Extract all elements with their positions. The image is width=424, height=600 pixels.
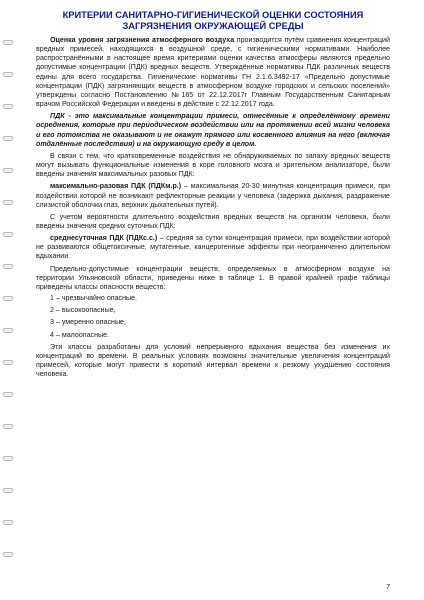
max-single-pdk-term: максимально-разовая ПДК (ПДКм.р.)	[50, 182, 182, 191]
title-line-2: ЗАГРЯЗНЕНИЯ ОКРУЖАЮЩЕЙ СРЕДЫ	[122, 21, 304, 31]
paragraph-pdk-definition: ПДК - это максимальные концентрации примеси, отнесённые к определённому времени осреднения, которые при периодическом воздействии или на протяжении всей жизни человека и его потомства не оказывают и не окажут прямого или косвенного влияния на него (включая отдалённые последствия) и на окружающую среду в целом.	[36, 112, 390, 148]
page-title	[36, 10, 390, 32]
intro-text: производится путём сравнения концентраций вредных примесей, находящихся в воздушной среде, с гигиеническими нормативами. Наиболее распространёнными в настоящее время критериями оценки качества атмосферы являются предельно допустимые концентрации (ПДК) вредных веществ. Утверждённые нормативы ПДК различных веществ едины для всего государства. Гигиенические нормативы ГН 2.1.6.3492-17 «Предельно допустимые концентрации (ПДК) загрязняющих веществ в атмосферном воздухе городских и сельских поселений» утверждены согласно Постановлению №165 от 22.12.2017г Главным Государственным Санитарным врачом Российской Федерации и введены в действие с 22.12.2017 года.	[36, 36, 390, 109]
paragraph-intro	[36, 36, 390, 109]
daily-pdk-term: среднесуточная ПДК (ПДКс.с.)	[50, 234, 158, 243]
paragraph-max-single-pdk	[36, 182, 390, 209]
paragraph-daily-pdk	[36, 234, 390, 261]
daily-pdk-text: – средняя за сутки концентрация примеси, при воздействии которой не развиваются общетоксичные, мутагенные, канцерогенные эффекты при неограниченно длительном вдыхании.	[36, 234, 391, 261]
paragraph-classes-note: Эти классы разработаны для условий непрерывного вдыхания вещества без изменения их концентраций во времени. В реальных условиях возможны значительные увеличения концентраций примесей, которые могут привести в короткий интервал времени к резкому ухудшению состояния человека.	[36, 342, 390, 379]
intro-bold-term: Оценка уровня загрязнения атмосферного воздуха	[50, 36, 235, 44]
paragraph-short-term-effects: В связи с тем, что кратковременные воздействия не обнаруживаемых по запаху вредных веществ могут вызывать функциональные изменения в коре головного мозга и зрительном анализаторе, были введены значения максимальных разовых ПДК:	[36, 151, 390, 179]
title-line-1: КРИТЕРИИ САНИТАРНО-ГИГИЕНИЧЕСКОЙ ОЦЕНКИ СОСТОЯНИЯ	[62, 10, 364, 20]
list-item: 4 – малоопасные.	[50, 330, 110, 339]
paragraph-long-term-effects: С учетом вероятности длительного воздействия вредных веществ на организм человека, были введены значения средних суточных ПДК:	[36, 212, 390, 230]
max-single-pdk-text: – максимальная 20-30 минутная концентрация примеси, при воздействии которой не возникают рефлекторные реакции у человека (задержка дыхания, раздражение слизистой оболочки глаз, верхних дыхательных путей).	[36, 182, 390, 209]
list-item: 3 – умеренно опасные,	[50, 318, 126, 327]
page-number: 7	[386, 583, 390, 591]
binding-holes	[0, 0, 16, 600]
list-item: 2 – высокоопасные,	[50, 306, 116, 315]
list-item: 1 – чрезвычайно опасные.	[50, 294, 138, 303]
paragraph-table-intro: Предельно-допустимые концентрации веществ, определяемых в атмосферном воздухе на территории Ульяновской области, приведены ниже в таблице 1. В правой крайней графе таблицы приведены классы опасности веществ:	[36, 264, 390, 291]
hazard-class-list	[36, 294, 390, 340]
